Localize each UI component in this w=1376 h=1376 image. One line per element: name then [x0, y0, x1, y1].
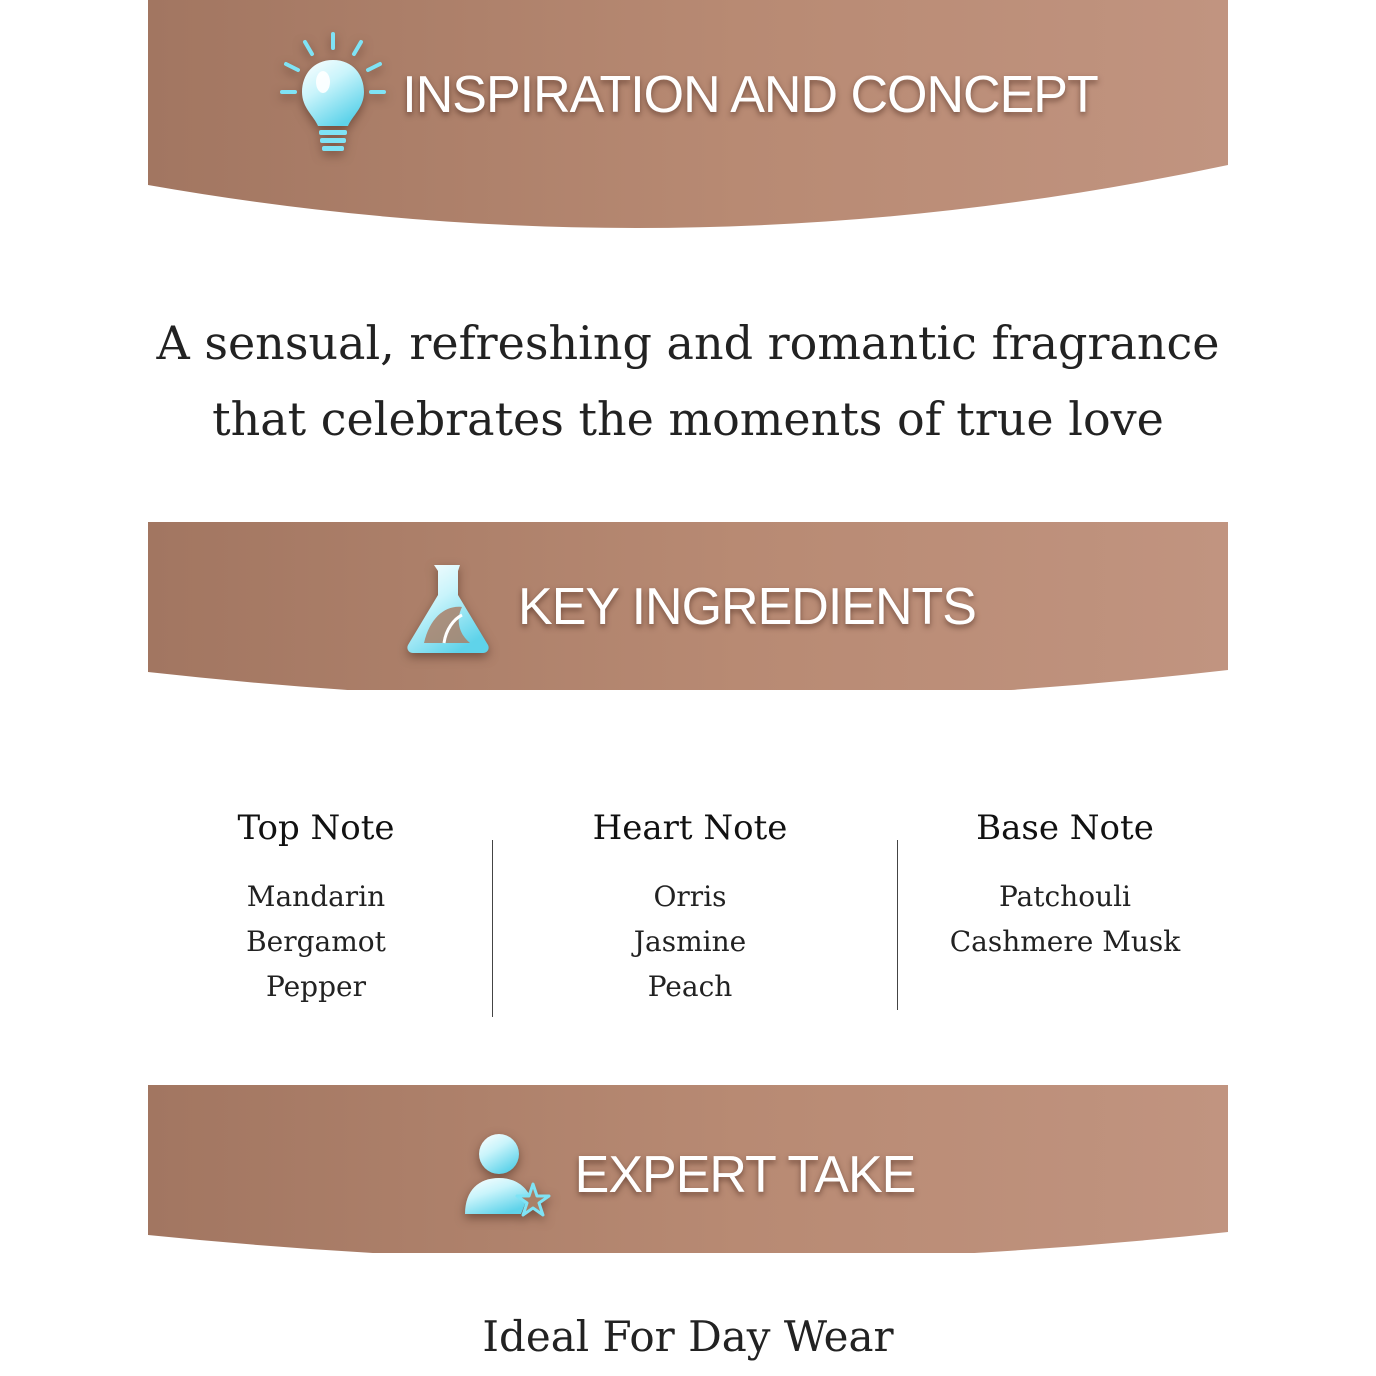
list-item: Orris: [653, 880, 727, 913]
list-item: Mandarin: [246, 880, 386, 913]
top-note-heading: Top Note: [237, 808, 395, 848]
banner-header: [148, 1115, 1228, 1235]
list-item: Pepper: [266, 970, 366, 1003]
concept-description: [148, 305, 1228, 457]
expert-take-text: Ideal For Day Wear: [482, 1312, 894, 1361]
heart-note-column: [570, 808, 810, 1009]
ingredients-title: KEY INGREDIENTS: [518, 578, 976, 636]
list-item: Peach: [647, 970, 733, 1003]
list-item: Cashmere Musk: [949, 925, 1181, 958]
banner-header: [148, 30, 1228, 160]
list-item: Jasmine: [633, 925, 747, 958]
inspiration-title: INSPIRATION AND CONCEPT: [402, 66, 1098, 124]
flask-icon: [400, 559, 496, 655]
base-note-heading: Base Note: [976, 808, 1154, 848]
concept-line-1: A sensual, refreshing and romantic fragrance: [156, 316, 1220, 370]
top-note-column: [196, 808, 436, 1009]
base-note-column: [930, 808, 1200, 964]
banner-header: [148, 552, 1228, 662]
list-item: Patchouli: [998, 880, 1132, 913]
ingredients-banner: [148, 522, 1228, 690]
inspiration-banner: [148, 0, 1228, 230]
column-divider: [897, 840, 898, 1010]
list-item: Bergamot: [246, 925, 386, 958]
expert-user-star-icon: [461, 1130, 553, 1220]
lightbulb-icon: [278, 30, 388, 160]
heart-note-heading: Heart Note: [592, 808, 788, 848]
expert-banner: [148, 1085, 1228, 1253]
expert-title: EXPERT TAKE: [574, 1146, 916, 1204]
column-divider: [492, 840, 493, 1017]
concept-line-2: that celebrates the moments of true love: [212, 392, 1164, 446]
